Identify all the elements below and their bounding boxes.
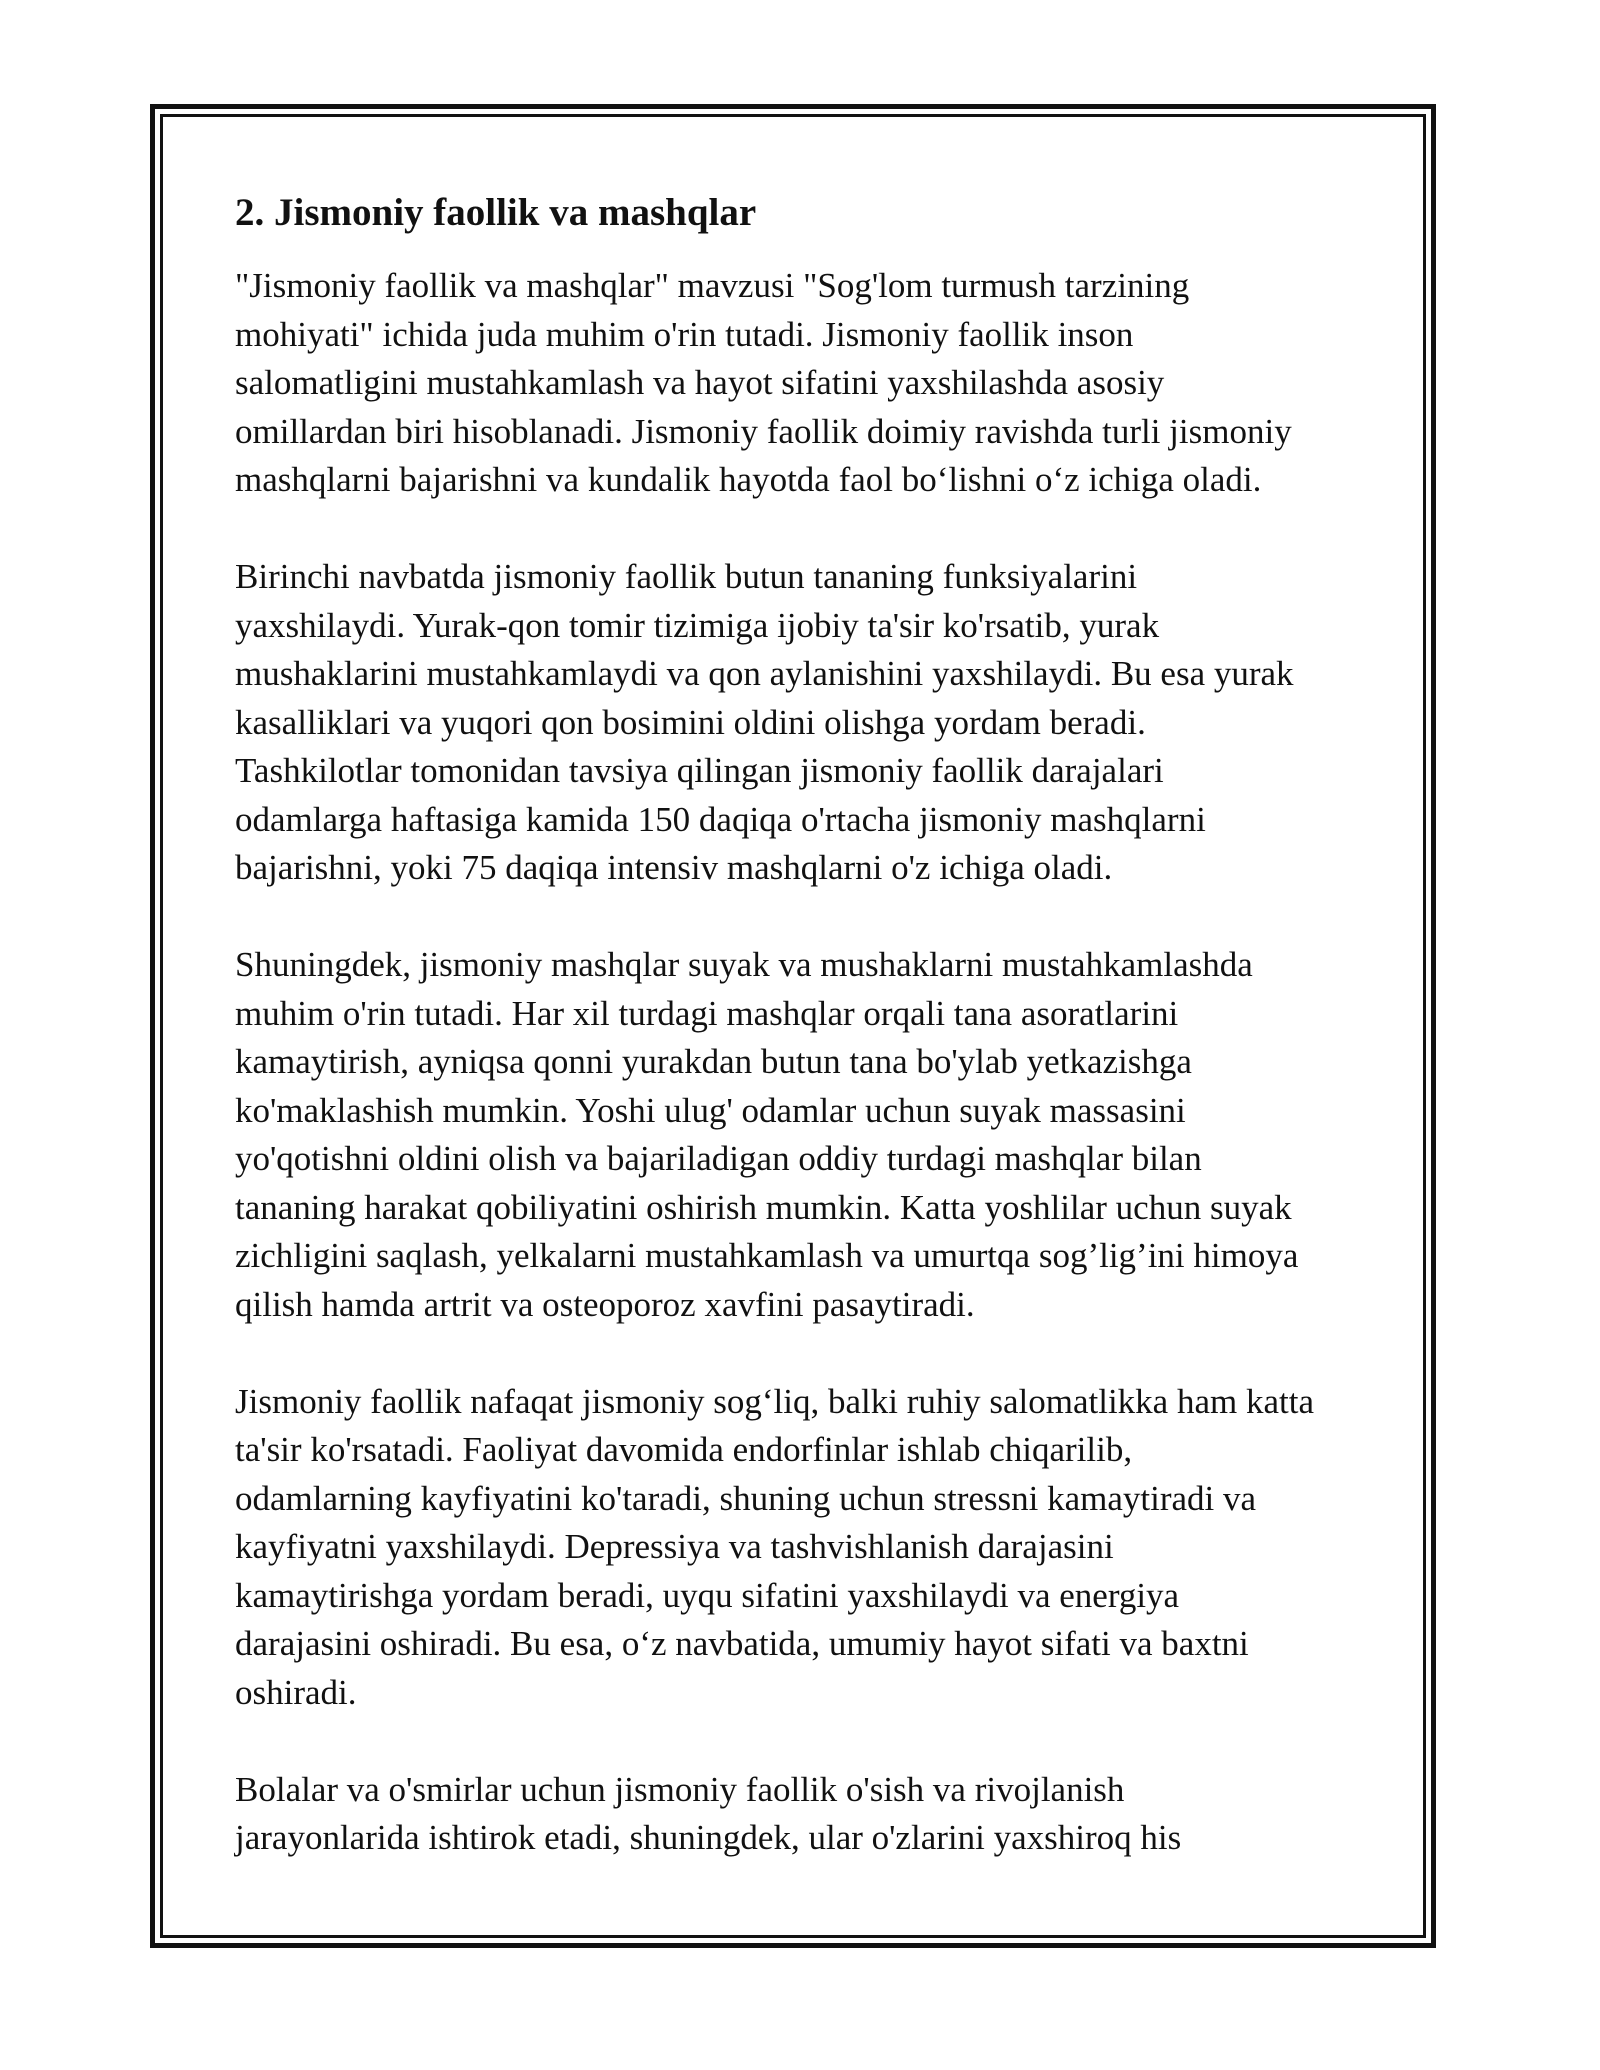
text-line: yo'qotishni oldini olish va bajariladigan oddiy turdagi mashqlar bilan: [235, 1139, 1202, 1178]
page-content: [235, 188, 1365, 1911]
paragraph-4: [235, 1378, 1365, 1718]
text-line: ko'maklashish mumkin. Yoshi ulug' odamlar uchun suyak massasini: [235, 1090, 1186, 1130]
text-line: mashqlarni bajarishni va kundalik hayotda faol boʻlishni oʻz ichiga oladi.: [235, 460, 1262, 499]
text-line: kayfiyatni yaxshilaydi. Depressiya va tashvishlanish darajasini: [235, 1527, 1114, 1566]
section-heading: 2. Jismoniy faollik va mashqlar: [235, 191, 757, 234]
paragraph-5: [235, 1766, 1365, 1863]
text-line: muhim o'rin tutadi. Har xil turdagi mashqlar orqali tana asoratlarini: [235, 993, 1179, 1033]
text-line: zichligini saqlash, yelkalarni mustahkamlash va umurtqa sog’lig’ini himoya: [235, 1236, 1299, 1275]
text-line: Bolalar va o'smirlar uchun jismoniy faollik o'sish va rivojlanish: [235, 1769, 1125, 1809]
text-line: jarayonlarida ishtirok etadi, shuningdek, ular o'zlarini yaxshiroq his: [235, 1818, 1182, 1857]
text-line: salomatligini mustahkamlash va hayot sifatini yaxshilashda asosiy: [235, 363, 1165, 402]
text-line: ta'sir ko'rsatadi. Faoliyat davomida endorfinlar ishlab chiqarilib,: [235, 1430, 1133, 1469]
text-line: darajasini oshiradi. Bu esa, oʻz navbatida, umumiy hayot sifati va baxtni: [235, 1624, 1249, 1663]
text-line: kamaytirish, ayniqsa qonni yurakdan butun tana bo'ylab yetkazishga: [235, 1042, 1192, 1081]
text-line: yaxshilaydi. Yurak-qon tomir tizimiga ijobiy ta'sir ko'rsatib, yurak: [235, 605, 1160, 645]
text-line: oshiradi.: [235, 1672, 357, 1712]
text-line: mushaklarini mustahkamlaydi va qon aylanishini yaxshilaydi. Bu esa yurak: [235, 654, 1294, 693]
text-line: bajarishni, yoki 75 daqiqa intensiv mashqlarni o'z ichiga oladi.: [235, 848, 1113, 887]
text-line: tananing harakat qobiliyatini oshirish mumkin. Katta yoshlilar uchun suyak: [235, 1187, 1292, 1227]
text-line: "Jismoniy faollik va mashqlar" mavzusi "Sog'lom turmush tarzining: [235, 266, 1190, 305]
paragraph-1: [235, 262, 1365, 505]
text-line: odamlarning kayfiyatini ko'taradi, shuning uchun stressni kamaytiradi va: [235, 1478, 1257, 1518]
text-line: kasalliklari va yuqori qon bosimini oldini olishga yordam beradi.: [235, 702, 1146, 742]
text-line: Shuningdek, jismoniy mashqlar suyak va mushaklarni mustahkamlashda: [235, 945, 1253, 984]
text-line: Birinchi navbatda jismoniy faollik butun tananing funksiyalarini: [235, 557, 1138, 596]
paragraph-2: [235, 553, 1365, 893]
text-line: qilish hamda artrit va osteoporoz xavfini pasaytiradi.: [235, 1284, 975, 1324]
text-line: Jismoniy faollik nafaqat jismoniy sogʻliq, balki ruhiy salomatlikka ham katta: [235, 1381, 1314, 1421]
paragraph-3: [235, 941, 1365, 1329]
text-line: odamlarga haftasiga kamida 150 daqiqa o'rtacha jismoniy mashqlarni: [235, 799, 1206, 839]
text-line: mohiyati" ichida juda muhim o'rin tutadi. Jismoniy faollik inson: [235, 314, 1134, 354]
text-line: Tashkilotlar tomonidan tavsiya qilingan jismoniy faollik darajalari: [235, 751, 1164, 790]
text-line: omillardan biri hisoblanadi. Jismoniy faollik doimiy ravishda turli jismoniy: [235, 411, 1292, 451]
text-line: kamaytirishga yordam beradi, uyqu sifatini yaxshilaydi va energiya: [235, 1575, 1180, 1615]
